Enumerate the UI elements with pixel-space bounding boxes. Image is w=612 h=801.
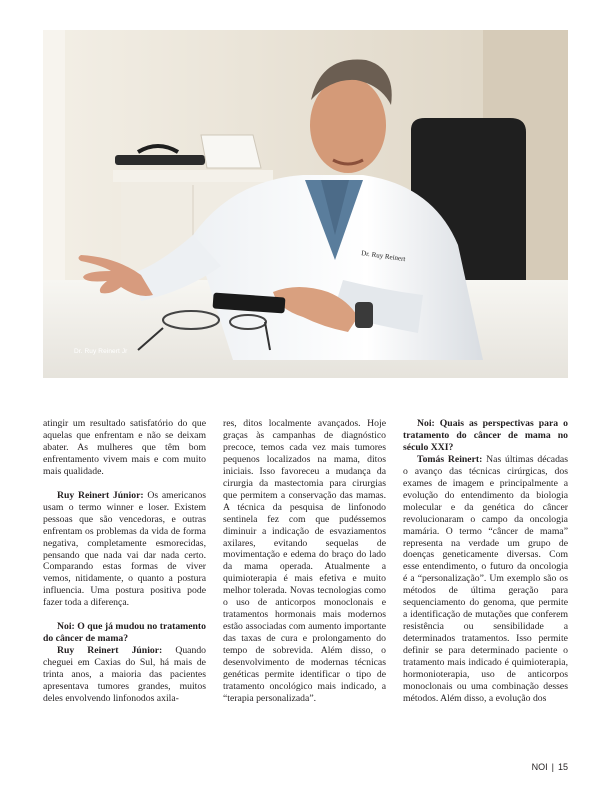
photo-caption: Dr. Ruy Reinert Jr	[74, 348, 128, 355]
interviewer-label: Noi:	[57, 621, 75, 633]
question-text: Quais as perspectivas para o tratamento do câncer de mama no século XXI?	[403, 418, 568, 453]
question	[403, 418, 568, 454]
speaker-name: Tomás Reinert:	[417, 453, 483, 465]
text-column-3	[403, 418, 568, 705]
doctor-photo	[43, 30, 568, 378]
page-footer	[532, 762, 568, 772]
text-column-2	[223, 418, 386, 705]
magazine-name: NOI	[531, 762, 548, 772]
question	[43, 621, 206, 645]
paragraph: res, ditos localmente avançados. Hoje graças às campanhas de diagnóstico precoce, temos cada vez mais tumores pequenos localizados na mama, ditos iniciais. Isso favoreceu a mudança da cirurgia da mastectomia para cirurgias que permitem a conservação das mamas. A técnica da pesquisa de linfonodo sentinela fez com que pudéssemos diminuir a indicação de esvaziamentos axilares, evitando sequelas de movimentação e edema do braço do lado da mama operada. Atualmente a quimioterapia é mais efetiva e muito melhor tolerada. Novas tecnologias como o uso de anticorpos monoclonais e tratamentos hormonais mais modernos estão associadas com aumento importante das taxas de cura e prolongamento do tempo de sobrevida. Além disso, o desenvolvimento de modernas técnicas genéticas permite identificar o tipo de tratamento oncológico mais indicado, a “terapia personalizada”.	[223, 418, 386, 704]
answer-paragraph	[43, 645, 206, 705]
coat-embroidery: Dr. Ruy Reinert	[360, 249, 406, 264]
paragraph: atingir um resultado satisfatório do que aquelas que enfrentam e não se deixam abater. As mulheres que têm bom enfrentamento vivem mais e com muito mais qualidade.	[43, 418, 206, 477]
photo-illustration	[43, 30, 568, 378]
footer-separator: |	[551, 762, 554, 772]
answer-text: Quando cheguei em Caxias do Sul, há mais de trinta anos, a maioria das pacientes apresentava tumores grandes, muitos deles envolvendo linfonodos axila-	[43, 645, 207, 705]
page-number: 15	[557, 762, 568, 772]
answer-text: Os americanos usam o termo winner e loser. Existem pessoas que são vencedoras, e outras enfrentam os problemas da vida de forma negativa, completamente esmorecidas, pensando que nada vai dar nada certo. Comparando estas formas de viver vemos, nitidamente, o quanto a postura influencia. Uma postura positiva pode fazer toda a diferença.	[43, 489, 206, 609]
question-text: O que já mudou no tratamento do câncer de mama?	[43, 621, 206, 645]
answer-paragraph	[43, 490, 206, 610]
answer-text: Nas últimas décadas o avanço das técnicas cirúrgicas, dos exames de imagem e principalmente a evolução do entendimento da biologia molecular e da genética do câncer revolucionaram o campo da oncologia mamária. O termo “câncer de mama” representa na verdade um grupo de doenças geneticamente diversas. Com esse entendimento, o futuro da oncologia é a “personalização”. Um exemplo são os métodos de última geração para sequenciamento do genoma, que permite a identificação de mutações que conferem resistência ou sensibilidade a determinados tratamentos. Isso permite definir se para determinado paciente o tratamento mais indicado é quimioterapia, hormonioterapia, uso de anticorpos monoclonais ou uma combinação desses métodos. Além disso, a evolução dos	[403, 453, 569, 704]
speaker-name: Ruy Reinert Júnior:	[57, 489, 144, 501]
interviewer-label: Noi:	[417, 418, 435, 429]
text-column-1	[43, 418, 206, 705]
speaker-name: Ruy Reinert Júnior:	[57, 645, 163, 657]
answer-paragraph	[403, 454, 568, 705]
